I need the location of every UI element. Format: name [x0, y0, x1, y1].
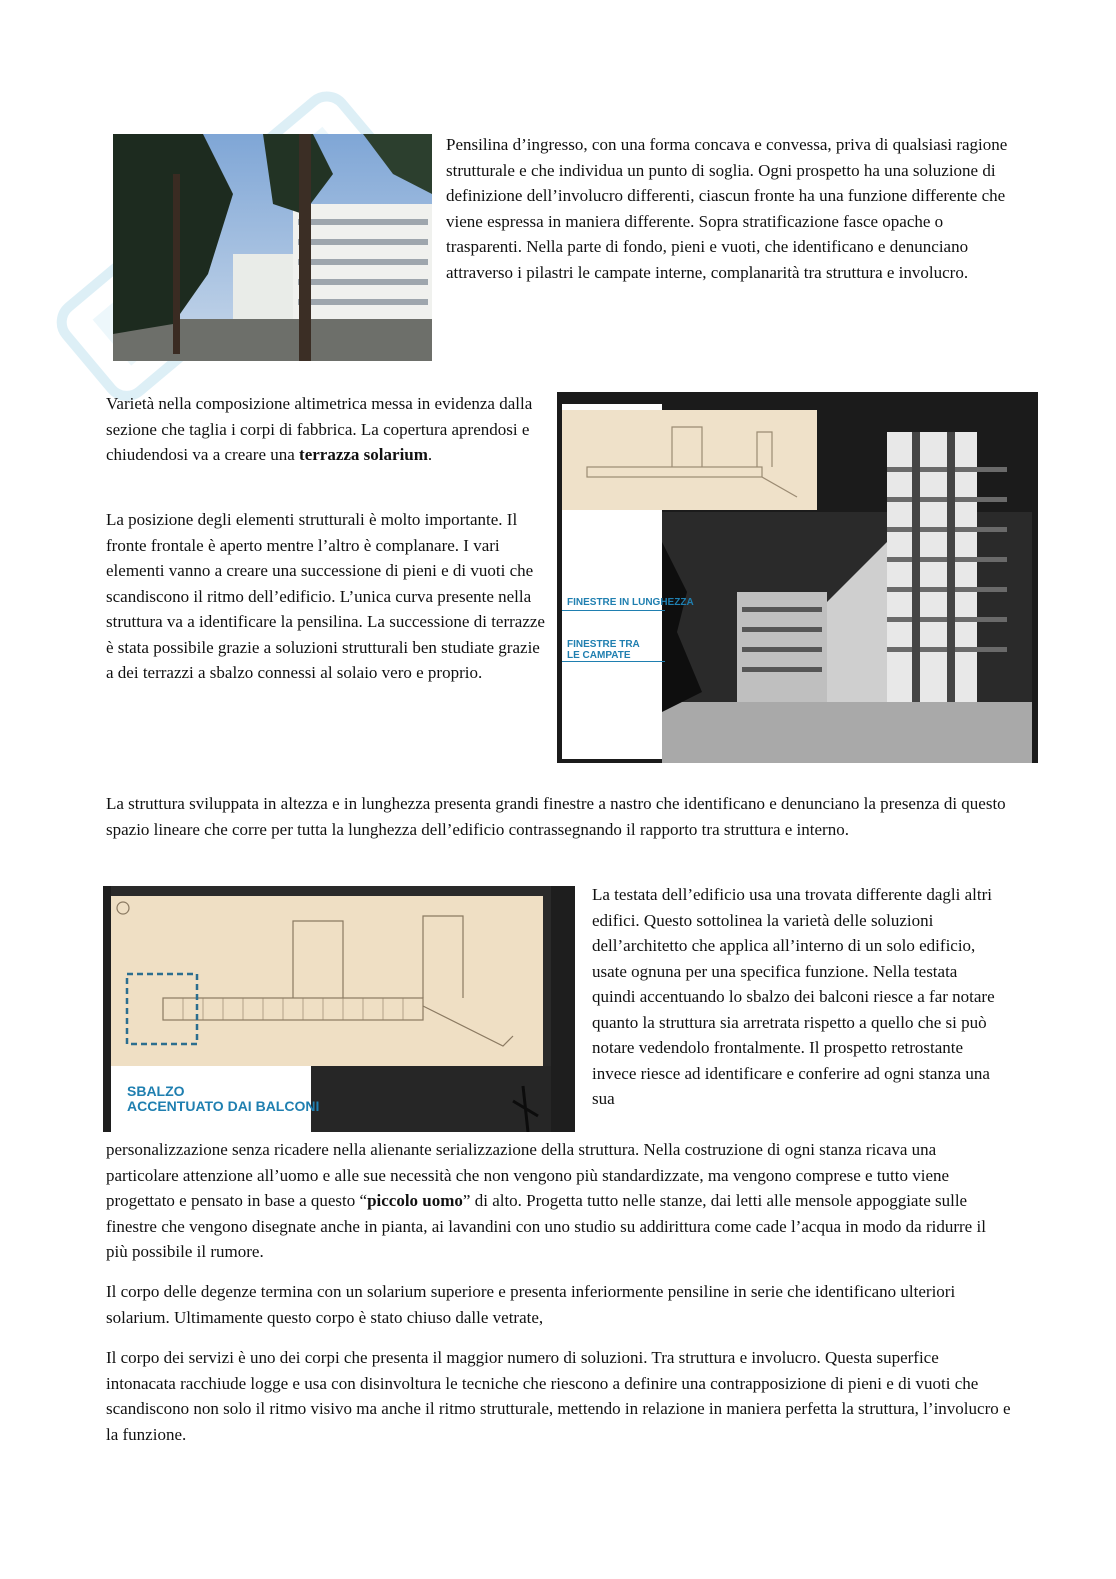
label-finestre-tra: FINESTRE TRA: [567, 639, 640, 650]
section2-para1-text: Varietà nella composizione altimetrica messa in evidenza dalla sezione che taglia i corpi di fabbrica. La copertura aprendosi e chiudendosi va a creare una: [106, 394, 533, 464]
section5-paragraph: Il corpo delle degenze termina con un solarium superiore e presenta inferiormente pensiline in serie che identificano ulteriori solarium. Ultimamente questo corpo è stato chiuso dalle vetrate,: [106, 1282, 956, 1327]
section4-full-text-start: personalizzazione senza ricadere nella alienante serializzazione della struttura. Nella costruzione di ogni stanza ricava una particolare attenzione all’uomo e alle sue necessità che non vengono più standardizzate, ma vengono comprese e tutto viene progettato e pensato in base a questo “: [106, 1140, 950, 1210]
section1-paragraph: Pensilina d’ingresso, con una forma concava e convessa, priva di qualsiasi ragione strutturale e che individua un punto di soglia. Ogni prospetto ha una soluzione di definizione dell’involucro differenti, ciascun fronte ha una funzione differente che viene espressa in maniera differente. Sopra stratificazione fasce opache o trasparenti. Nella parte di fondo, pieni e vuoti, che identificano e denunciano attraverso i pilastri le campate interne, complanarità tra struttura e involucro.: [446, 135, 1008, 282]
section2-paragraph-2: La posizione degli elementi strutturali è molto importante. Il fronte frontale è aperto mentre l’altro è complanare. I vari elementi vanno a creare una successione di pieni e di vuoti che scandiscono il ritmo dell’edificio. L’unica curva presente nella struttura va a identificare la pensilina. La successione di terrazze è stata possibile grazie a soluzioni strutturali ben studiate grazie a dei terrazzi a sbalzo connessi al solaio vero e proprio.: [106, 510, 545, 682]
label-line-1: [562, 610, 665, 611]
sanatorium-exterior-photo: [113, 134, 432, 361]
label-line-2: [562, 661, 665, 662]
label-sbalzo: [127, 1084, 319, 1113]
label-sbalzo-line1: SBALZO: [127, 1083, 185, 1099]
section6-paragraph: Il corpo dei servizi è uno dei corpi che presenta il maggior numero di soluzioni. Tra struttura e involucro. Questa superfice intonacata racchiude logge e usa con disinvoltura le tecniche che riescono a definire una contrapposizione di pieni e di vuoti che scandiscono non solo il ritmo visivo ma anche il ritmo strutturale, mettendo in relazione in maniera perfetta la struttura, l’involucro e la funzione.: [106, 1348, 1011, 1444]
section2-para1-end: .: [427, 445, 433, 464]
tower-photo: [557, 392, 1038, 763]
piccolo-uomo-bold: piccolo uomo: [367, 1191, 463, 1210]
terrazza-solarium-bold: terrazza solarium: [299, 445, 428, 464]
label-le-campate: LE CAMPATE: [567, 649, 631, 661]
section4-full-text-end: ” di alto. Progetta tutto nelle stanze, dai letti alle mensole appoggiate sulle finestre che vengono disegnate anche in pianta, ai lavandini con uno studio su addirittura come cade l’acqua in modo da ridurre il più possibile il rumore.: [106, 1191, 986, 1261]
section2-paragraph-1: [106, 391, 546, 468]
section4-full-text: [106, 1137, 1011, 1265]
section3-paragraph: La struttura sviluppata in altezza e in lunghezza presenta grandi finestre a nastro che identificano e denunciano la presenza di questo spazio lineare che corre per tutta la lunghezza dell’edificio contrassegnando il rapporto tra struttura e interno.: [106, 794, 1006, 839]
label-sbalzo-line2: ACCENTUATO DAI BALCONI: [127, 1097, 320, 1114]
label-finestre-tra-campate: [567, 640, 640, 661]
section-drawing-and-tower-photo: [557, 392, 1038, 763]
label-finestre-in-lunghezza: FINESTRE IN LUNGHEZZA: [567, 597, 694, 608]
plan-drawing-photo: [103, 886, 575, 1132]
section4-side-text: La testata dell’edificio usa una trovata differente dagli altri edifici. Questo sottolinea la varietà delle soluzioni dell’architetto che applica all’interno di un solo edificio, usate ognuna per una specifica funzione. Nella testata quindi accentuando lo sbalzo dei balconi riesce a far notare quanto la struttura sia arretrata rispetto a quello che si può notare vedendolo frontalmente. Il prospetto retrostante invece riesce ad identificare e conferire ad ogni stanza una sua: [592, 885, 995, 1108]
